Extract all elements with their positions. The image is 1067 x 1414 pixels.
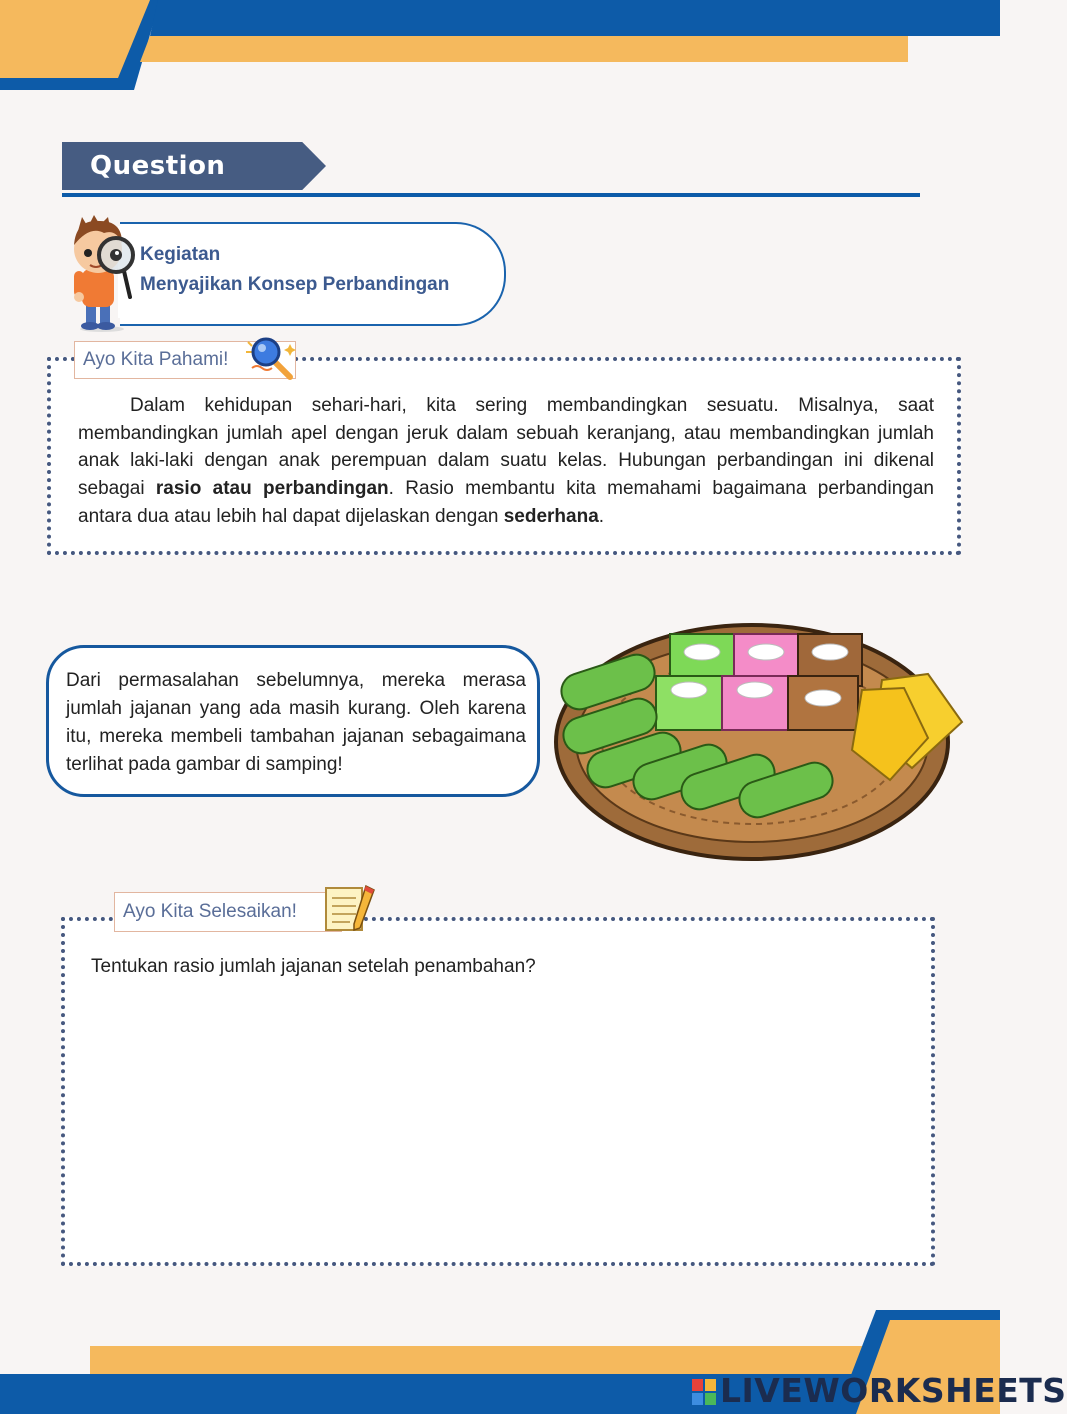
story-text: Dari permasalahan sebelumnya, mereka merasa jumlah jajanan yang ada masih kurang. Oleh karena itu, mereka membeli tambahan jajanan sebagaimana terlihat pada gambar di samping! bbox=[66, 670, 526, 775]
notepad-pencil-icon bbox=[324, 880, 376, 934]
understand-text-2: . Rasio membantu kita memahami bagaimana perbandingan antara dua atau lebih hal dapat dijelaskan dengan bbox=[78, 478, 934, 527]
solve-label bbox=[114, 892, 342, 932]
boy-magnifier-illustration bbox=[60, 205, 140, 333]
activity-title bbox=[140, 240, 449, 300]
header-divider bbox=[62, 193, 920, 197]
solve-label-text: Ayo Kita Selesaikan! bbox=[123, 901, 297, 922]
layer-cakes bbox=[656, 634, 862, 730]
magnifier-icon bbox=[242, 334, 298, 382]
understand-label-text: Ayo Kita Pahami! bbox=[83, 349, 229, 370]
activity-label: Kegiatan bbox=[140, 244, 221, 265]
understand-bold-simple: sederhana bbox=[503, 505, 599, 527]
snack-tray-illustration bbox=[552, 618, 964, 864]
activity-topic: Menyajikan Konsep Perbandingan bbox=[140, 274, 450, 295]
understand-text-1: Dalam kehidupan sehari-hari, kita sering membandingkan sesuatu. Misalnya, saat membandingkan jumlah apel dengan jeruk dalam sebuah keranjang, atau membandingkan jumlah anak laki-laki dengan anak perempuan dalam suatu kelas. Hubungan perbandingan ini dikenal sebagai bbox=[78, 395, 934, 500]
top-decoration bbox=[0, 0, 1000, 95]
understand-text-3: . bbox=[598, 505, 605, 527]
liveworksheets-logo-icon bbox=[692, 1379, 716, 1405]
answer-area[interactable] bbox=[90, 1000, 910, 1240]
page-title: Question bbox=[90, 151, 226, 181]
understand-paragraph bbox=[78, 392, 934, 531]
understand-bold-term: rasio atau perbandingan bbox=[155, 478, 389, 500]
task-question: Tentukan rasio jumlah jajanan setelah penambahan? bbox=[91, 956, 536, 977]
brand-name[interactable]: LIVEWORKSHEETS bbox=[720, 1371, 1067, 1410]
